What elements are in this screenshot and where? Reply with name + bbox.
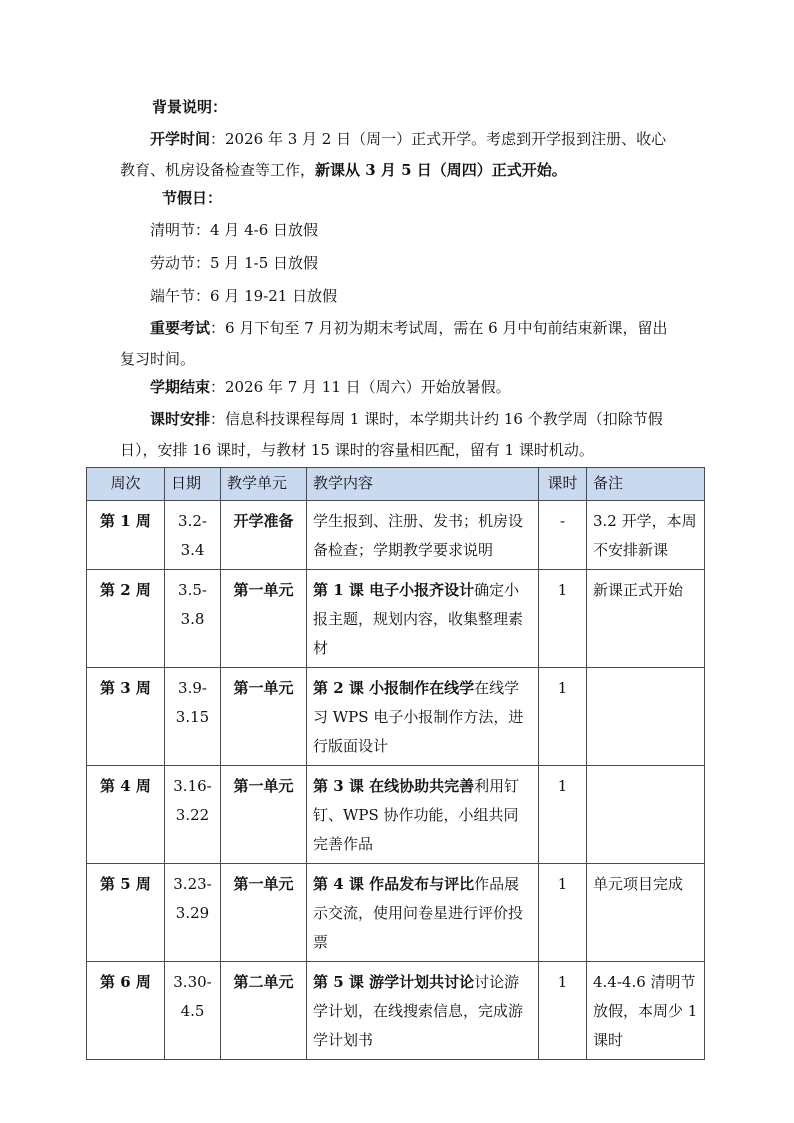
week-cell: 第 6 周 xyxy=(87,962,165,1060)
holiday-duanwu: 端午节：6 月 19-21 日放假 xyxy=(150,287,338,305)
table-row xyxy=(87,570,705,668)
content-cell xyxy=(307,570,539,668)
date-cell: 3.16- 3.22 xyxy=(165,766,221,864)
header-date: 日期 xyxy=(165,468,221,501)
lesson-title: 第 4 课 作品发布与评比 xyxy=(313,875,475,893)
background-heading: 背景说明： xyxy=(152,98,228,116)
week-cell: 第 2 周 xyxy=(87,570,165,668)
lesson-title: 第 3 课 在线协助共完善 xyxy=(313,777,475,795)
content-cell xyxy=(307,766,539,864)
start-bold-text: 新课从 3 月 5 日（周四）正式开始。 xyxy=(315,161,567,179)
unit-cell: 第二单元 xyxy=(221,962,307,1060)
content-cell xyxy=(307,668,539,766)
unit-cell: 第一单元 xyxy=(221,570,307,668)
unit-cell: 第一单元 xyxy=(221,668,307,766)
table-header-row xyxy=(87,468,705,501)
date-cell: 3.5- 3.8 xyxy=(165,570,221,668)
lesson-content: 学生报到、注册、发书；机房设备检查；学期教学要求说明 xyxy=(313,512,524,559)
exam-paragraph xyxy=(120,313,680,375)
table-row xyxy=(87,501,705,570)
note-cell xyxy=(587,766,705,864)
note-cell: 单元项目完成 xyxy=(587,864,705,962)
unit-cell: 第一单元 xyxy=(221,864,307,962)
week-cell: 第 3 周 xyxy=(87,668,165,766)
note-cell xyxy=(587,668,705,766)
header-week: 周次 xyxy=(87,468,165,501)
header-unit: 教学单元 xyxy=(221,468,307,501)
content-cell xyxy=(307,962,539,1060)
note-cell: 4.4-4.6 清明节放假，本周少 1 课时 xyxy=(587,962,705,1060)
unit-cell: 第一单元 xyxy=(221,766,307,864)
header-note: 备注 xyxy=(587,468,705,501)
lesson-content: 作品展示交流，使用问卷星进行评价投票 xyxy=(313,875,524,951)
week-cell: 第 1 周 xyxy=(87,501,165,570)
holiday-heading: 节假日： xyxy=(162,189,223,207)
date-cell: 3.9- 3.15 xyxy=(165,668,221,766)
end-label: 学期结束 xyxy=(150,378,211,396)
note-cell: 3.2 开学，本周不安排新课 xyxy=(587,501,705,570)
hours-cell: 1 xyxy=(539,864,587,962)
exam-text: ：6 月下旬至 7 月初为期末考试周，需在 6 月中旬前结束新课，留出复习时间。 xyxy=(120,319,668,368)
lesson-title: 第 1 课 电子小报齐设计 xyxy=(313,581,475,599)
lesson-title: 第 2 课 小报制作在线学 xyxy=(313,679,475,697)
start-paragraph xyxy=(120,124,680,186)
table-row xyxy=(87,668,705,766)
holiday-labor: 劳动节：5 月 1-5 日放假 xyxy=(150,254,319,272)
end-text: ：2026 年 7 月 11 日（周六）开始放暑假。 xyxy=(210,378,511,396)
lesson-content: 确定小报主题，规划内容，收集整理素材 xyxy=(313,581,524,657)
date-cell: 3.23- 3.29 xyxy=(165,864,221,962)
hours-text: ：信息科技课程每周 1 课时，本学期共计约 16 个教学周（扣除节假日），安排 16 课时，与教材 15 课时的容量相匹配，留有 1 课时机动。 xyxy=(120,410,663,459)
hours-cell: - xyxy=(539,501,587,570)
table-row xyxy=(87,766,705,864)
holiday-qingming: 清明节：4 月 4-6 日放假 xyxy=(150,221,319,239)
lesson-content: 利用钉钉、WPS 协作功能，小组共同完善作品 xyxy=(313,777,520,853)
week-cell: 第 5 周 xyxy=(87,864,165,962)
date-cell: 3.2- 3.4 xyxy=(165,501,221,570)
table-row xyxy=(87,962,705,1060)
table-row xyxy=(87,864,705,962)
week-cell: 第 4 周 xyxy=(87,766,165,864)
unit-cell: 开学准备 xyxy=(221,501,307,570)
lesson-content: 在线学习 WPS 电子小报制作方法，进行版面设计 xyxy=(313,679,524,755)
hours-cell: 1 xyxy=(539,570,587,668)
lesson-content: 讨论游学计划，在线搜索信息，完成游学计划书 xyxy=(313,973,524,1049)
content-cell xyxy=(307,864,539,962)
exam-label: 重要考试 xyxy=(150,319,211,337)
end-paragraph xyxy=(120,372,680,403)
hours-label: 课时安排 xyxy=(150,410,211,428)
note-cell: 新课正式开始 xyxy=(587,570,705,668)
start-label: 开学时间 xyxy=(150,130,211,148)
hours-cell: 1 xyxy=(539,962,587,1060)
header-content: 教学内容 xyxy=(307,468,539,501)
date-cell: 3.30- 4.5 xyxy=(165,962,221,1060)
schedule-table xyxy=(86,467,705,1060)
hours-paragraph xyxy=(120,404,680,466)
lesson-title: 第 5 课 游学计划共讨论 xyxy=(313,973,475,991)
content-cell xyxy=(307,501,539,570)
hours-cell: 1 xyxy=(539,668,587,766)
header-hours: 课时 xyxy=(539,468,587,501)
start-text: ：2026 年 3 月 2 日（周一）正式开学。考虑到开学报到注册、收心教育、机房设备检查等工作， xyxy=(120,130,667,179)
hours-cell: 1 xyxy=(539,766,587,864)
